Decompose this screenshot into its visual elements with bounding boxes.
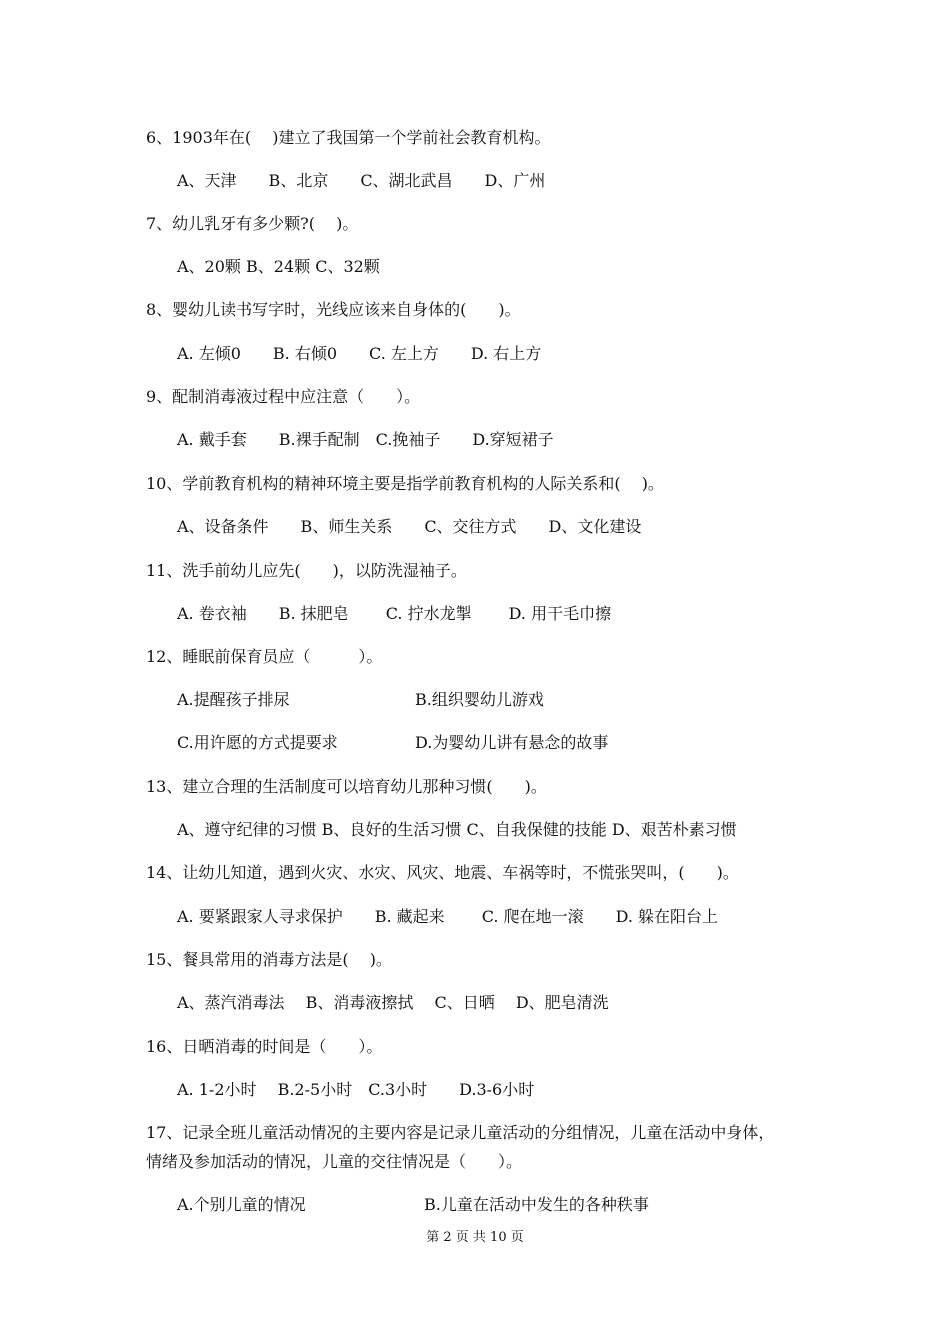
question-6-stem: 6、1903年在( )建立了我国第一个学前社会教育机构。 — [146, 128, 551, 147]
question-11-stem: 11、洗手前幼儿应先( )，以防洗湿袖子。 — [146, 561, 467, 580]
question-16-stem: 16、日晒消毒的时间是（ ）。 — [146, 1037, 383, 1056]
question-17-option-a: A.个别儿童的情况 — [177, 1195, 306, 1214]
question-12-option-b: B.组织婴幼儿游戏 — [415, 690, 544, 709]
question-14-stem: 14、让幼儿知道，遇到火灾、水灾、风灾、地震、车祸等时，不慌张哭叫，( )。 — [146, 863, 739, 882]
question-9-stem: 9、配制消毒液过程中应注意（ ）。 — [146, 387, 421, 406]
question-12-option-c: C.用许愿的方式提要求 — [177, 733, 338, 752]
question-10-stem: 10、学前教育机构的精神环境主要是指学前教育机构的人际关系和( )。 — [146, 474, 664, 493]
question-13-options: A、遵守纪律的习惯 B、良好的生活习惯 C、自我保健的技能 D、艰苦朴素习惯 — [177, 820, 737, 839]
question-17-stem-line-2: 情绪及参加活动的情况，儿童的交往情况是（ ）。 — [146, 1152, 523, 1171]
question-16-options: A. 1-2小时 B.2-5小时 C.3小时 D.3-6小时 — [177, 1080, 535, 1099]
question-11-options: A. 卷衣袖 B. 抹肥皂 C. 拧水龙掣 D. 用干毛巾擦 — [177, 604, 612, 623]
question-9-options: A. 戴手套 B.裸手配制 C.挽袖子 D.穿短裙子 — [177, 430, 554, 449]
question-8-stem: 8、婴幼儿读书写字时，光线应该来自身体的( )。 — [146, 300, 521, 319]
question-15-stem: 15、餐具常用的消毒方法是( )。 — [146, 950, 392, 969]
question-12-stem: 12、睡眠前保育员应（ ）。 — [146, 647, 383, 666]
question-12-option-d: D.为婴幼儿讲有悬念的故事 — [415, 733, 609, 752]
question-13-stem: 13、建立合理的生活制度可以培育幼儿那种习惯( )。 — [146, 777, 547, 796]
question-7-stem: 7、幼儿乳牙有多少颗?( )。 — [146, 214, 359, 233]
question-12-option-a: A.提醒孩子排尿 — [177, 690, 290, 709]
question-10-options: A、设备条件 B、师生关系 C、交往方式 D、文化建设 — [177, 517, 642, 536]
question-17-option-b: B.儿童在活动中发生的各种秩事 — [424, 1195, 649, 1214]
question-8-options: A. 左倾0 B. 右倾0 C. 左上方 D. 右上方 — [177, 344, 542, 363]
question-15-options: A、蒸汽消毒法 B、消毒液擦拭 C、日晒 D、肥皂清洗 — [177, 993, 609, 1012]
question-14-options: A. 要紧跟家人寻求保护 B. 藏起来 C. 爬在地一滚 D. 躲在阳台上 — [177, 907, 719, 926]
question-6-options: A、天津 B、北京 C、湖北武昌 D、广州 — [177, 171, 546, 190]
question-17-stem-line-1: 17、记录全班儿童活动情况的主要内容是记录儿童活动的分组情况，儿童在活动中身体， — [146, 1123, 775, 1142]
page-number-footer: 第 2 页 共 10 页 — [426, 1230, 524, 1245]
question-7-options: A、20颗 B、24颗 C、32颗 — [177, 257, 380, 276]
